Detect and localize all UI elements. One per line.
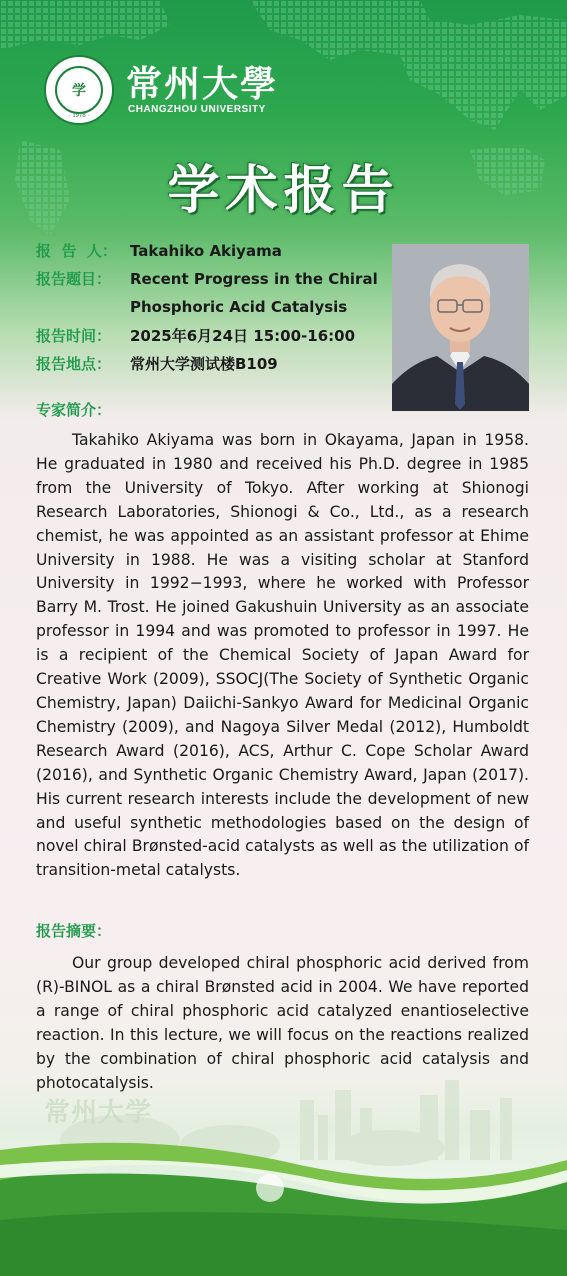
campus-calligraphy-mark: 常州大学 <box>44 1098 153 1128</box>
speaker-name: Takahiko Akiyama <box>130 242 282 260</box>
bio-heading: 专家简介： <box>36 401 112 419</box>
abstract-heading: 报告摘要： <box>36 922 112 940</box>
speaker-label: 报 告 人： <box>36 242 117 260</box>
speaker-photo <box>392 244 529 411</box>
abstract-text: Our group developed chiral phosphoric acid derived from (R)-BINOL as a chiral Brønsted acid in 2004. We have reported a range of chiral phosphoric acid catalyzed enantioselective reaction. In this lecture, we will focus on the reactions realized by the combination of chiral phosphoric acid catalysis and photocatalysis. <box>36 954 529 1092</box>
time-value: 2025年6月24日 15:00-16:00 <box>130 327 356 345</box>
topic-label: 报告题目： <box>36 270 112 288</box>
speaker-row <box>36 241 282 261</box>
place-row <box>36 354 278 374</box>
time-row <box>36 326 355 346</box>
bottom-green-wave <box>0 1110 567 1276</box>
bio-text: Takahiko Akiyama was born in Okayama, Japan in 1958. He graduated in 1980 and received his Ph.D. degree in 1985 from the University of Tokyo. After working at Shionogi Research Laboratories, Shionogi & Co., Ltd., as a research chemist, he was appointed as an assistant professor at Ehime University in 1988. He was a visiting scholar at Stanford University in 1992−1993, where he worked with Professor Barry M. Trost. He joined Gakushuin University as an associate professor in 1994 and was promoted to professor in 1997. He is a recipient of the Chemical Society of Japan Award for Creative Work (2009), SSOCJ(The Society of Synthetic Organic Chemistry, Japan) Daiichi-Sankyo Award for Medicinal Organic Chemistry (2009), and Nagoya Silver Medal (2012), Humboldt Research Award (2016), ACS, Arthur C. Cope Scholar Award (2016), and Synthetic Organic Chemistry Award, Japan (2017). His current research interests include the development of new and useful synthetic methodologies based on the design of novel chiral Brønsted-acid catalysts as well as the utilization of transition-metal catalysts. <box>36 431 529 880</box>
topic-line-1: Recent Progress in the Chiral <box>130 270 378 288</box>
logo-center-mark: 学 <box>55 66 103 114</box>
topic-line-2: Phosphoric Acid Catalysis <box>130 298 348 316</box>
topic-row-2 <box>36 297 347 317</box>
place-label: 报告地点： <box>36 355 112 373</box>
university-name-cn: 常州大學 <box>126 63 279 105</box>
logo-year: · 1978 · <box>68 113 90 119</box>
topic-row <box>36 269 378 289</box>
place-value: 常州大学测试楼B109 <box>130 355 278 373</box>
university-logo <box>44 55 114 125</box>
time-label: 报告时间： <box>36 327 112 345</box>
university-name-en: CHANGZHOU UNIVERSITY <box>128 104 266 115</box>
page-title: 学术报告 <box>167 161 400 221</box>
